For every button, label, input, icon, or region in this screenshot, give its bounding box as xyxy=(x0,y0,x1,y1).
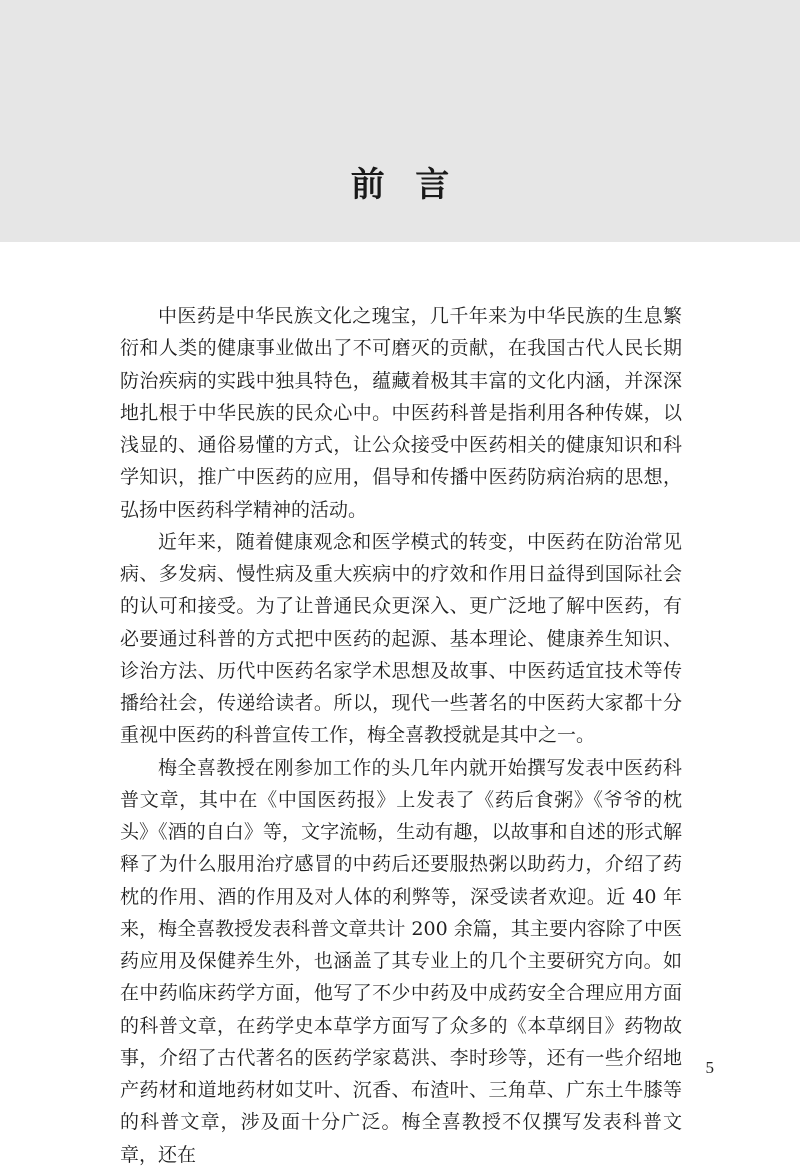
page-title: 前言 xyxy=(350,164,480,205)
body-text xyxy=(120,300,682,1171)
page-number: 5 xyxy=(705,1058,714,1077)
paragraph: 近年来，随着健康观念和医学模式的转变，中医药在防治常见病、多发病、慢性病及重大疾病中的疗效和作用日益得到国际社会的认可和接受。为了让普通民众更深入、更广泛地了解中医药，有必要通过科普的方式把中医药的起源、基本理论、健康养生知识、诊治方法、历代中医药名家学术思想及故事、中医药适宜技术等传播给社会，传递给读者。所以，现代一些著名的中医药大家都十分重视中医药的科普宣传工作，梅全喜教授就是其中之一。 xyxy=(120,530,682,747)
paragraph: 中医药是中华民族文化之瑰宝，几千年来为中华民族的生息繁衍和人类的健康事业做出了不可磨灭的贡献，在我国古代人民长期防治疾病的实践中独具特色，蕴藏着极其丰富的文化内涵，并深深地扎根于中华民族的民众心中。中医药科普是指利用各种传媒，以浅显的、通俗易懂的方式，让公众接受中医药相关的健康知识和科学知识，推广中医药的应用，倡导和传播中医药防病治病的思想，弘扬中医药科学精神的活动。 xyxy=(120,305,682,521)
title-banner xyxy=(0,0,800,242)
paragraph: 梅全喜教授在刚参加工作的头几年内就开始撰写发表中医药科普文章，其中在《中国医药报》上发表了《药后食粥》《爷爷的枕头》《酒的自白》等，文字流畅，生动有趣，以故事和自述的形式解释了为什么服用治疗感冒的中药后还要服热粥以助药力，介绍了药枕的作用、酒的作用及对人体的利弊等，深受读者欢迎。近 40 年来，梅全喜教授发表科普文章共计 200 余篇，其主要内容除了中医药应用及保健养生外，也涵盖了其专业上的几个主要研究方向。如在中药临床药学方面，他写了不少中药及中成药安全合理应用方面的科普文章，在药学史本草学方面写了众多的《本草纲目》药物故事，介绍了古代著名的医药学家葛洪、李时珍等，还有一些介绍地产药材和道地药材如艾叶、沉香、布渣叶、三角草、广东土牛膝等的科普文章，涉及面十分广泛。梅全喜教授不仅撰写发表科普文章，还在 xyxy=(120,756,682,1166)
